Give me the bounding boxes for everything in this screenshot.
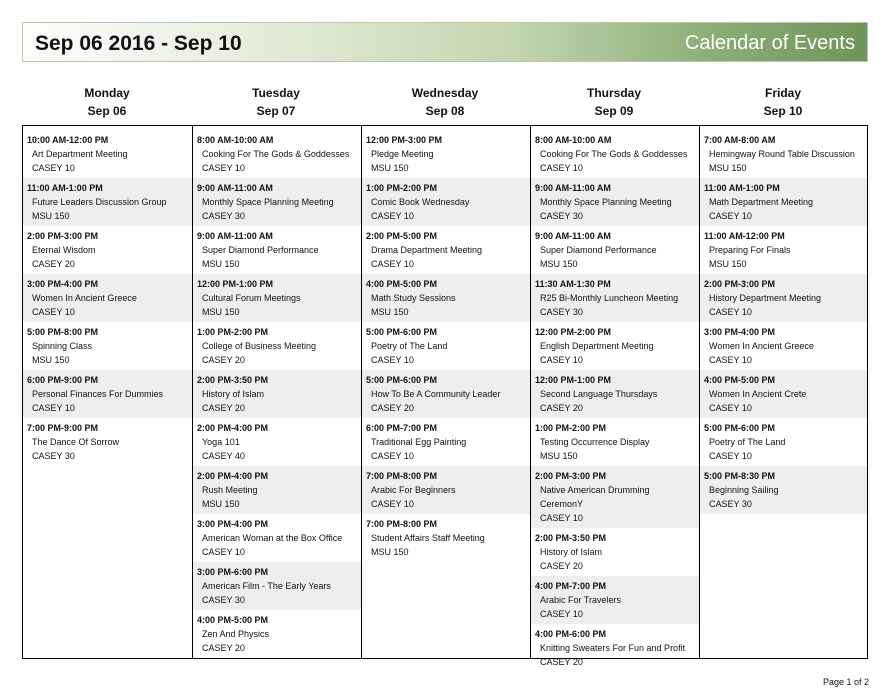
calendar-grid bbox=[22, 125, 868, 667]
event-time: 6:00 PM-9:00 PM bbox=[27, 375, 99, 385]
event-location: CASEY 10 bbox=[202, 163, 245, 173]
event-location: CASEY 30 bbox=[202, 211, 245, 221]
calendar-event bbox=[531, 528, 699, 576]
calendar-event bbox=[362, 178, 530, 226]
event-time: 2:00 PM-3:00 PM bbox=[27, 231, 99, 241]
day-name: Friday bbox=[764, 86, 801, 100]
calendar-event bbox=[362, 514, 530, 562]
event-time: 7:00 PM-8:00 PM bbox=[366, 519, 438, 529]
event-location: CASEY 20 bbox=[540, 561, 583, 571]
event-time: 8:00 AM-10:00 AM bbox=[535, 135, 612, 145]
event-time: 12:00 PM-1:00 PM bbox=[197, 279, 274, 289]
event-time: 7:00 PM-9:00 PM bbox=[27, 423, 99, 433]
calendar-event bbox=[362, 418, 530, 466]
event-time: 11:00 AM-12:00 PM bbox=[704, 231, 785, 241]
event-title: Cultural Forum Meetings bbox=[202, 293, 301, 303]
event-time: 9:00 AM-11:00 AM bbox=[535, 231, 611, 241]
day-name: Thursday bbox=[586, 86, 641, 100]
event-location: MSU 150 bbox=[202, 259, 240, 269]
date-range-title: Sep 06 2016 - Sep 10 bbox=[35, 32, 242, 55]
event-location: CASEY 20 bbox=[371, 403, 414, 413]
event-title: Rush Meeting bbox=[202, 485, 258, 495]
calendar-event bbox=[193, 226, 361, 274]
calendar-event bbox=[362, 274, 530, 322]
calendar-event bbox=[362, 322, 530, 370]
calendar-event bbox=[362, 130, 530, 178]
calendar-event bbox=[23, 274, 192, 322]
day-header-monday bbox=[22, 84, 192, 120]
day-header-thursday bbox=[529, 84, 699, 120]
calendar-event bbox=[23, 322, 192, 370]
event-title: Women In Ancient Greece bbox=[32, 293, 137, 303]
event-location: CASEY 30 bbox=[32, 451, 75, 461]
day-header-wednesday bbox=[360, 84, 530, 120]
day-headers bbox=[22, 84, 868, 124]
calendar-event bbox=[193, 610, 361, 658]
event-time: 3:00 PM-6:00 PM bbox=[197, 567, 269, 577]
event-location: CASEY 10 bbox=[32, 163, 75, 173]
event-time: 12:00 PM-2:00 PM bbox=[535, 327, 612, 337]
event-time: 7:00 AM-8:00 AM bbox=[704, 135, 776, 145]
day-column-wednesday bbox=[361, 126, 530, 658]
event-title: Monthly Space Planning Meeting bbox=[540, 197, 672, 207]
day-date: Sep 06 bbox=[87, 104, 127, 118]
header-band bbox=[22, 22, 868, 62]
calendar-event bbox=[700, 226, 867, 274]
event-time: 11:00 AM-1:00 PM bbox=[704, 183, 780, 193]
event-time: 4:00 PM-5:00 PM bbox=[197, 615, 269, 625]
event-location: CASEY 20 bbox=[540, 403, 583, 413]
event-location: MSU 150 bbox=[540, 259, 578, 269]
event-time: 1:00 PM-2:00 PM bbox=[366, 183, 438, 193]
event-location: CASEY 10 bbox=[540, 609, 583, 619]
event-location: MSU 150 bbox=[371, 163, 409, 173]
event-location: CASEY 10 bbox=[32, 307, 75, 317]
calendar-event bbox=[193, 418, 361, 466]
event-title: History of Islam bbox=[540, 547, 603, 557]
calendar-event bbox=[531, 576, 699, 624]
event-location: CASEY 10 bbox=[371, 259, 414, 269]
day-header-friday bbox=[698, 84, 868, 120]
event-time: 8:00 AM-10:00 AM bbox=[197, 135, 274, 145]
event-time: 12:00 PM-1:00 PM bbox=[535, 375, 612, 385]
event-title: Poetry of The Land bbox=[709, 437, 786, 447]
calendar-event bbox=[23, 130, 192, 178]
event-time: 2:00 PM-3:50 PM bbox=[197, 375, 269, 385]
event-title: Beginning Sailing bbox=[709, 485, 779, 495]
event-time: 9:00 AM-11:00 AM bbox=[535, 183, 611, 193]
event-title: Zen And Physics bbox=[202, 629, 270, 639]
event-time: 3:00 PM-4:00 PM bbox=[27, 279, 99, 289]
event-time: 4:00 PM-5:00 PM bbox=[366, 279, 438, 289]
event-title: Monthly Space Planning Meeting bbox=[202, 197, 334, 207]
event-title: Math Study Sessions bbox=[371, 293, 456, 303]
event-time: 6:00 PM-7:00 PM bbox=[366, 423, 438, 433]
event-location: MSU 150 bbox=[371, 307, 409, 317]
calendar-event bbox=[700, 130, 867, 178]
event-location: CASEY 10 bbox=[202, 547, 245, 557]
calendar-event bbox=[23, 370, 192, 418]
event-time: 3:00 PM-4:00 PM bbox=[704, 327, 776, 337]
calendar-event bbox=[23, 418, 192, 466]
day-name: Wednesday bbox=[411, 86, 479, 100]
event-location: MSU 150 bbox=[540, 451, 578, 461]
event-title-continued: CeremonY bbox=[540, 499, 584, 509]
calendar-event bbox=[23, 226, 192, 274]
event-time: 2:00 PM-4:00 PM bbox=[197, 471, 269, 481]
event-time: 1:00 PM-2:00 PM bbox=[535, 423, 607, 433]
event-time: 4:00 PM-7:00 PM bbox=[535, 581, 607, 591]
calendar-event bbox=[362, 226, 530, 274]
event-title: Super Diamond Performance bbox=[540, 245, 657, 255]
calendar-event bbox=[700, 322, 867, 370]
event-location: CASEY 20 bbox=[202, 355, 245, 365]
event-location: MSU 150 bbox=[371, 547, 409, 557]
event-location: CASEY 10 bbox=[540, 513, 583, 523]
event-title: Traditional Egg Painting bbox=[371, 437, 467, 447]
day-name: Monday bbox=[84, 86, 130, 100]
day-column-friday bbox=[699, 126, 867, 658]
event-time: 2:00 PM-5:00 PM bbox=[366, 231, 438, 241]
event-title: History of Islam bbox=[202, 389, 265, 399]
event-location: CASEY 40 bbox=[202, 451, 245, 461]
event-time: 3:00 PM-4:00 PM bbox=[197, 519, 269, 529]
event-location: CASEY 30 bbox=[709, 499, 752, 509]
event-title: Women In Ancient Crete bbox=[709, 389, 807, 399]
event-location: CASEY 10 bbox=[540, 163, 583, 173]
calendar-event bbox=[531, 178, 699, 226]
calendar-event bbox=[531, 130, 699, 178]
day-name: Tuesday bbox=[252, 86, 300, 100]
day-column-monday bbox=[23, 126, 192, 658]
event-location: MSU 150 bbox=[709, 163, 747, 173]
day-date: Sep 10 bbox=[763, 104, 803, 118]
event-location: CASEY 10 bbox=[709, 211, 752, 221]
event-location: CASEY 10 bbox=[371, 451, 414, 461]
event-time: 7:00 PM-8:00 PM bbox=[366, 471, 438, 481]
event-title: Knitting Sweaters For Fun and Profit bbox=[540, 643, 686, 653]
event-title: Cooking For The Gods & Goddesses bbox=[540, 149, 688, 159]
event-time: 2:00 PM-3:00 PM bbox=[704, 279, 776, 289]
event-title: Eternal Wisdom bbox=[32, 245, 96, 255]
event-time: 12:00 PM-3:00 PM bbox=[366, 135, 443, 145]
event-location: CASEY 10 bbox=[32, 403, 75, 413]
event-title: Math Department Meeting bbox=[709, 197, 814, 207]
event-time: 4:00 PM-5:00 PM bbox=[704, 375, 776, 385]
event-location: CASEY 10 bbox=[540, 355, 583, 365]
calendar-event bbox=[700, 466, 867, 514]
event-title: Future Leaders Discussion Group bbox=[32, 197, 167, 207]
event-location: MSU 150 bbox=[32, 355, 70, 365]
calendar-event bbox=[531, 624, 699, 672]
page-number: Page 1 of 2 bbox=[822, 677, 869, 687]
event-title: Arabic For Beginners bbox=[371, 485, 456, 495]
event-location: CASEY 30 bbox=[540, 211, 583, 221]
calendar-event bbox=[700, 178, 867, 226]
calendar-event bbox=[23, 178, 192, 226]
event-time: 10:00 AM-12:00 PM bbox=[27, 135, 109, 145]
event-time: 1:00 PM-2:00 PM bbox=[197, 327, 269, 337]
event-title: Drama Department Meeting bbox=[371, 245, 483, 255]
calendar-event bbox=[531, 370, 699, 418]
event-title: Preparing For Finals bbox=[709, 245, 791, 255]
calendar-event bbox=[193, 130, 361, 178]
event-location: CASEY 10 bbox=[371, 499, 414, 509]
calendar-event bbox=[193, 370, 361, 418]
event-title: Arabic For Travelers bbox=[540, 595, 622, 605]
event-location: MSU 150 bbox=[202, 499, 240, 509]
calendar-event bbox=[531, 226, 699, 274]
event-time: 2:00 PM-3:00 PM bbox=[535, 471, 607, 481]
calendar-event bbox=[700, 370, 867, 418]
event-title: R25 Bi-Monthly Luncheon Meeting bbox=[540, 293, 679, 303]
event-time: 5:00 PM-6:00 PM bbox=[366, 375, 438, 385]
event-location: CASEY 10 bbox=[709, 355, 752, 365]
event-location: CASEY 10 bbox=[709, 307, 752, 317]
event-time: 5:00 PM-6:00 PM bbox=[704, 423, 776, 433]
event-title: Spinning Class bbox=[32, 341, 93, 351]
event-title: College of Business Meeting bbox=[202, 341, 317, 351]
event-title: Art Department Meeting bbox=[32, 149, 128, 159]
event-title: The Dance Of Sorrow bbox=[32, 437, 120, 447]
event-location: CASEY 20 bbox=[202, 643, 245, 653]
event-title: Testing Occurrence Display bbox=[540, 437, 650, 447]
event-title: English Department Meeting bbox=[540, 341, 654, 351]
event-time: 9:00 AM-11:00 AM bbox=[197, 231, 273, 241]
event-title: Hemingway Round Table Discussion bbox=[709, 149, 855, 159]
day-date: Sep 07 bbox=[256, 104, 296, 118]
event-location: CASEY 30 bbox=[202, 595, 245, 605]
event-time: 5:00 PM-8:00 PM bbox=[27, 327, 99, 337]
event-title: Super Diamond Performance bbox=[202, 245, 319, 255]
calendar-event bbox=[193, 514, 361, 562]
calendar-event bbox=[362, 370, 530, 418]
event-location: CASEY 20 bbox=[32, 259, 75, 269]
event-location: CASEY 10 bbox=[709, 403, 752, 413]
event-location: CASEY 20 bbox=[540, 657, 583, 667]
event-location: CASEY 30 bbox=[540, 307, 583, 317]
calendar-event bbox=[193, 562, 361, 610]
day-column-thursday bbox=[530, 126, 699, 667]
event-location: MSU 150 bbox=[202, 307, 240, 317]
event-title: Comic Book Wednesday bbox=[371, 197, 470, 207]
event-title: Second Language Thursdays bbox=[540, 389, 658, 399]
event-title: Cooking For The Gods & Goddesses bbox=[202, 149, 350, 159]
event-time: 4:00 PM-6:00 PM bbox=[535, 629, 607, 639]
event-title: American Film - The Early Years bbox=[202, 581, 331, 591]
event-title: Personal Finances For Dummies bbox=[32, 389, 164, 399]
event-title: Pledge Meeting bbox=[371, 149, 434, 159]
calendar-event bbox=[531, 466, 699, 528]
day-header-tuesday bbox=[191, 84, 361, 120]
event-location: CASEY 10 bbox=[371, 355, 414, 365]
event-title: Student Affairs Staff Meeting bbox=[371, 533, 485, 543]
event-title: Yoga 101 bbox=[202, 437, 240, 447]
event-location: MSU 150 bbox=[709, 259, 747, 269]
event-time: 5:00 PM-6:00 PM bbox=[366, 327, 438, 337]
calendar-event bbox=[193, 466, 361, 514]
calendar-event bbox=[531, 418, 699, 466]
day-column-tuesday bbox=[192, 126, 361, 658]
event-location: CASEY 20 bbox=[202, 403, 245, 413]
calendar-event bbox=[531, 322, 699, 370]
event-title: Women In Ancient Greece bbox=[709, 341, 814, 351]
calendar-event bbox=[193, 322, 361, 370]
event-time: 11:30 AM-1:30 PM bbox=[535, 279, 611, 289]
event-time: 2:00 PM-3:50 PM bbox=[535, 533, 607, 543]
calendar-event bbox=[362, 466, 530, 514]
event-location: CASEY 10 bbox=[709, 451, 752, 461]
event-time: 2:00 PM-4:00 PM bbox=[197, 423, 269, 433]
event-location: CASEY 10 bbox=[371, 211, 414, 221]
calendar-title: Calendar of Events bbox=[684, 32, 855, 54]
event-time: 5:00 PM-8:30 PM bbox=[704, 471, 776, 481]
event-title: Poetry of The Land bbox=[371, 341, 448, 351]
calendar-event bbox=[700, 274, 867, 322]
event-location: MSU 150 bbox=[32, 211, 70, 221]
event-title: Native American Drumming bbox=[540, 485, 650, 495]
day-date: Sep 09 bbox=[594, 104, 634, 118]
event-title: American Woman at the Box Office bbox=[202, 533, 343, 543]
calendar-event bbox=[700, 418, 867, 466]
event-time: 9:00 AM-11:00 AM bbox=[197, 183, 273, 193]
event-title: How To Be A Community Leader bbox=[371, 389, 501, 399]
event-title: History Department Meeting bbox=[709, 293, 822, 303]
day-date: Sep 08 bbox=[425, 104, 465, 118]
calendar-event bbox=[531, 274, 699, 322]
calendar-event bbox=[193, 274, 361, 322]
event-time: 11:00 AM-1:00 PM bbox=[27, 183, 103, 193]
calendar-event bbox=[193, 178, 361, 226]
